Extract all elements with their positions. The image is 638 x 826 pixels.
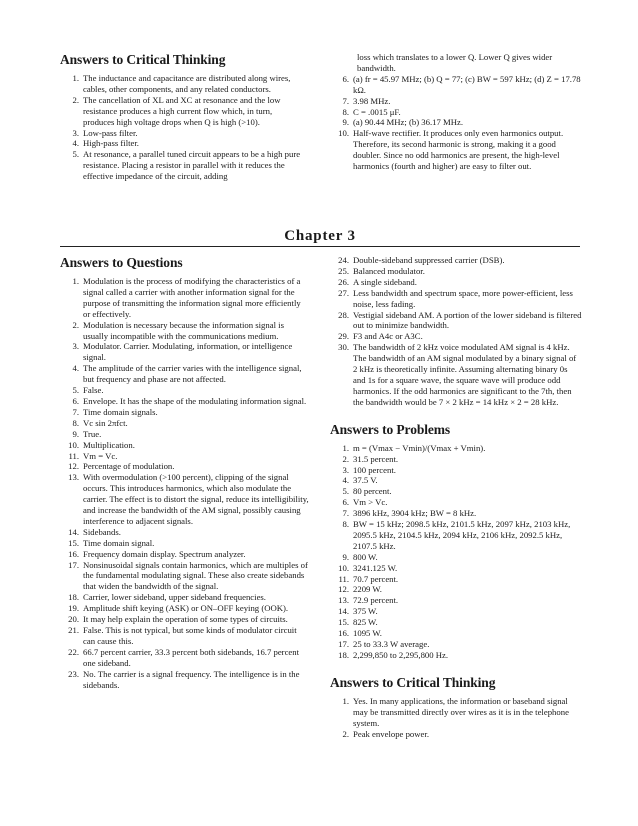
item-text: The amplitude of the carrier varies with the intelligence signal, but frequency and phase are not affected. — [83, 363, 302, 385]
list-item — [330, 310, 582, 332]
item-text: Multiplication. — [83, 439, 135, 450]
list-item — [330, 497, 582, 508]
item-number: 2. — [342, 453, 349, 464]
item-number: 6. — [72, 395, 79, 406]
item-number: 4. — [342, 475, 349, 486]
list-item — [330, 465, 582, 476]
list-item — [330, 255, 582, 266]
list-item — [330, 96, 582, 107]
list-item — [330, 288, 582, 310]
list-item — [60, 647, 310, 669]
list-item — [330, 117, 582, 128]
item-text: Half-wave rectifier. It produces only even harmonics output. Therefore, its second harmonic is strong, making it a good doubler. Since no odd harmonics are present, the high-level harmonics (fourth and higher) are easy to filter out. — [353, 128, 564, 172]
list-item — [60, 625, 310, 647]
item-number: 15. — [338, 617, 349, 628]
list-item — [330, 552, 582, 563]
item-number: 5. — [72, 149, 79, 160]
item-number: 14. — [68, 526, 79, 537]
section-title: Answers to Critical Thinking — [60, 52, 226, 67]
chapter-heading: Chapter 3 — [284, 228, 356, 244]
item-number: 12. — [68, 461, 79, 472]
item-number: 6. — [342, 73, 349, 84]
list-item — [330, 128, 582, 172]
list-item — [330, 729, 582, 740]
list-item — [60, 592, 310, 603]
item-number: 6. — [342, 497, 349, 508]
item-number: 25. — [338, 265, 349, 276]
list-item — [330, 628, 582, 639]
problems-list — [330, 443, 582, 661]
item-text: A single sideband. — [353, 276, 417, 287]
item-number: 16. — [338, 628, 349, 639]
list-item — [330, 519, 582, 552]
list-item — [60, 451, 310, 462]
item-text: (a) 90.44 MHz; (b) 36.17 MHz. — [353, 117, 464, 128]
item-number: 4. — [72, 138, 79, 149]
item-text: Nonsinusoidal signals contain harmonics, which are multiples of the fundamental modulating signal. These also create sidebands that widen the bandwidth of the signal. — [83, 559, 308, 592]
item-number: 1. — [342, 442, 349, 453]
list-item — [60, 73, 305, 95]
chapter-rule — [60, 246, 580, 247]
list-item — [330, 617, 582, 628]
item-text: F3 and A4c or A3C. — [353, 331, 423, 342]
item-number: 22. — [68, 646, 79, 657]
right-column — [330, 255, 582, 739]
list-item — [330, 277, 582, 288]
item-number: 16. — [68, 548, 79, 559]
list-item — [330, 574, 582, 585]
item-text: Envelope. It has the shape of the modulating information signal. — [83, 395, 307, 406]
item-number: 3. — [342, 464, 349, 475]
item-number: 12. — [338, 584, 349, 595]
item-text: High-pass filter. — [83, 138, 139, 149]
item-text: Double-sideband suppressed carrier (DSB). — [353, 255, 505, 265]
list-item — [60, 538, 310, 549]
item-number: 1. — [72, 276, 79, 286]
item-text: 825 W. — [353, 617, 378, 628]
item-number: 14. — [338, 606, 349, 617]
item-number: 10. — [338, 562, 349, 573]
list-item — [60, 440, 310, 451]
continued-text: loss which translates to a lower Q. Lower Q gives wider bandwidth. — [357, 52, 553, 73]
list-item — [330, 650, 582, 661]
item-text: 800 W. — [353, 551, 378, 562]
answer-list — [330, 74, 582, 172]
list-item — [60, 527, 310, 538]
item-text: 3241.125 W. — [353, 562, 398, 573]
item-text: Modulation is necessary because the information signal is usually incompatible with the communications medium. — [83, 319, 284, 341]
critical-thinking-list — [330, 696, 582, 740]
item-number: 7. — [72, 406, 79, 417]
list-item — [60, 138, 305, 149]
item-text: Modulation is the process of modifying the characteristics of a signal called a carrier with another information signal for the purpose of transmitting the information signal more efficiently or effectively. — [83, 276, 301, 319]
item-number: 17. — [68, 559, 79, 570]
questions-section — [60, 255, 310, 690]
item-text: Frequency domain display. Spectrum analyzer. — [83, 548, 246, 559]
list-item — [60, 429, 310, 440]
list-item — [330, 331, 582, 342]
item-text: BW = 15 kHz; 2098.5 kHz, 2101.5 kHz, 2097 kHz, 2103 kHz, 2095.5 kHz, 2104.5 kHz, 2094 kHz, 2106 kHz, 2092.5 kHz, 2107.5 kHz. — [353, 519, 571, 551]
item-text: 72.9 percent. — [353, 595, 399, 606]
item-number: 30. — [338, 342, 349, 353]
answer-list — [60, 276, 310, 690]
item-text: Low-pass filter. — [83, 127, 138, 138]
list-item — [60, 320, 310, 342]
list-item — [60, 549, 310, 560]
item-number: 28. — [338, 309, 349, 320]
list-item — [330, 696, 582, 729]
list-item — [60, 472, 310, 527]
item-text: Vestigial sideband AM. A portion of the lower sideband is filtered out to minimize bandwidth. — [353, 309, 582, 331]
item-number: 10. — [68, 439, 79, 450]
item-text: True. — [83, 428, 102, 439]
item-number: 2. — [342, 728, 349, 739]
item-number: 5. — [342, 486, 349, 497]
answer-list — [60, 73, 305, 182]
item-text: 66.7 percent carrier, 33.3 percent both sidebands, 16.7 percent one sideband. — [83, 646, 300, 668]
item-number: 8. — [72, 417, 79, 428]
item-number: 24. — [338, 255, 349, 265]
item-number: 8. — [342, 519, 349, 530]
item-text: Time domain signal. — [83, 537, 155, 548]
list-item — [330, 595, 582, 606]
list-item — [330, 639, 582, 650]
item-text: 3896 kHz, 3904 kHz; BW = 8 kHz. — [353, 508, 477, 519]
item-text: Time domain signals. — [83, 406, 158, 417]
item-number: 21. — [68, 625, 79, 635]
list-item — [60, 407, 310, 418]
item-text: False. — [83, 385, 104, 396]
item-text: The bandwidth of 2 kHz voice modulated AM signal is 4 kHz. The bandwidth of an AM signal modulated by a binary signal of 2 kHz is theoretically infinite. Assuming alternating binary 0s and 1s for a square wave, the square wave will produce odd harmonics. If the odd harmonics are significant to the 7th, then the bandwidth would be 7 × 2 kHz = 14 kHz × 2 = 28 kHz. — [353, 342, 577, 407]
item-number: 5. — [72, 385, 79, 396]
item-text: 37.5 V. — [353, 475, 378, 486]
item-text: Less bandwidth and spectrum space, more power-efficient, less noise, less fading. — [353, 287, 573, 309]
item-number: 7. — [342, 95, 349, 106]
item-number: 11. — [338, 573, 349, 584]
item-text: C = .0015 μF. — [353, 106, 401, 117]
item-number: 17. — [338, 639, 349, 649]
item-text: 31.5 percent. — [353, 453, 399, 464]
list-item — [60, 614, 310, 625]
item-text: 80 percent. — [353, 486, 392, 497]
item-text: The cancellation of XL and XC at resonance and the low resistance produces a high current flow which, in turn, produces high voltage drops when Q is high (>10). — [83, 94, 281, 127]
list-item — [330, 475, 582, 486]
list-item — [60, 341, 310, 363]
item-text: 2209 W. — [353, 584, 382, 595]
item-text: Vc sin 2πfct. — [83, 417, 128, 428]
list-item — [330, 454, 582, 465]
item-text: Balanced modulator. — [353, 265, 425, 276]
item-text: (a) fr = 45.97 MHz; (b) Q = 77; (c) BW = 597 kHz; (d) Z = 17.78 kΩ. — [353, 73, 581, 95]
item-text: No. The carrier is a signal frequency. The intelligence is in the sidebands. — [83, 668, 300, 690]
list-item — [330, 584, 582, 595]
item-number: 15. — [68, 537, 79, 548]
list-item — [60, 95, 305, 128]
item-number: 29. — [338, 331, 349, 342]
critical-thinking-section-top — [60, 52, 305, 182]
item-text: Sidebands. — [83, 526, 121, 537]
item-number: 26. — [338, 276, 349, 287]
item-number: 11. — [68, 450, 79, 461]
item-text: Vm > Vc. — [353, 497, 388, 508]
item-number: 8. — [342, 106, 349, 117]
item-text: Percentage of modulation. — [83, 461, 175, 472]
list-item — [60, 418, 310, 429]
item-number: 1. — [342, 695, 349, 706]
item-text: 3.98 MHz. — [353, 95, 391, 106]
item-text: 1095 W. — [353, 628, 382, 639]
item-number: 1. — [72, 73, 79, 83]
list-item — [330, 508, 582, 519]
item-text: Vm = Vc. — [83, 450, 118, 461]
item-text: Modulator. Carrier. Modulating, information, or intelligence signal. — [83, 341, 293, 363]
list-item — [60, 669, 310, 691]
list-item — [60, 385, 310, 396]
list-item — [330, 74, 582, 96]
critical-thinking-continued — [330, 52, 582, 172]
item-number: 10. — [338, 128, 349, 139]
item-number: 9. — [342, 551, 349, 562]
list-item — [330, 606, 582, 617]
list-item — [60, 560, 310, 593]
item-number: 20. — [68, 614, 79, 625]
item-number: 18. — [338, 649, 349, 660]
item-number: 18. — [68, 592, 79, 603]
item-text: Amplitude shift keying (ASK) or ON–OFF keying (OOK). — [83, 603, 289, 614]
list-item — [330, 266, 582, 277]
item-text: m = (Vmax − Vmin)/(Vmax + Vmin). — [353, 442, 486, 453]
list-item — [330, 443, 582, 454]
item-number: 27. — [338, 287, 349, 298]
item-text: False. This is not typical, but some kinds of modulator circuit can cause this. — [83, 625, 297, 646]
item-text: It may help explain the operation of some types of circuits. — [83, 614, 288, 625]
item-number: 13. — [338, 595, 349, 606]
item-number: 3. — [72, 127, 79, 138]
item-text: 375 W. — [353, 606, 378, 617]
list-item — [60, 461, 310, 472]
item-text: Carrier, lower sideband, upper sideband frequencies. — [83, 592, 266, 603]
item-text: Peak envelope power. — [353, 728, 429, 739]
list-item — [60, 128, 305, 139]
list-item — [60, 149, 305, 182]
item-text: 2,299,850 to 2,295,800 Hz. — [353, 649, 449, 660]
list-item — [60, 363, 310, 385]
item-number: 9. — [72, 428, 79, 439]
item-text: 100 percent. — [353, 464, 396, 475]
answer-list-continued — [330, 255, 582, 408]
item-text: The inductance and capacitance are distributed along wires, cables, other components, and any related conductors. — [83, 73, 291, 94]
item-number: 3. — [72, 341, 79, 352]
section-title: Answers to Questions — [60, 255, 183, 270]
item-number: 2. — [72, 94, 79, 105]
item-text: Yes. In many applications, the information or baseband signal may be transmitted directly over wires as it is in the telephone system. — [353, 695, 569, 728]
item-text: At resonance, a parallel tuned circuit appears to be a high pure resistance. Placing a resistor in parallel with it reduces the effective impedance of the circuit, adding — [83, 149, 301, 182]
list-item — [330, 563, 582, 574]
list-item — [60, 603, 310, 614]
list-item — [330, 342, 582, 407]
item-number: 4. — [72, 363, 79, 374]
section-title: Answers to Problems — [330, 421, 451, 437]
item-text: 70.7 percent. — [353, 573, 399, 584]
list-item — [60, 396, 310, 407]
item-number: 19. — [68, 603, 79, 614]
item-number: 9. — [342, 117, 349, 128]
item-number: 23. — [68, 668, 79, 679]
item-number: 13. — [68, 472, 79, 483]
list-item — [330, 107, 582, 118]
item-text: With overmodulation (>100 percent), clipping of the signal occurs. This introduces harmonics, which also modulate the carrier. The effect is to distort the signal, reduce its intelligibility, and increase the bandwidth of the AM signal, possibly causing interference to adjacent signals. — [83, 472, 309, 526]
item-number: 7. — [342, 508, 349, 519]
section-title: Answers to Critical Thinking — [330, 674, 496, 690]
list-item — [330, 486, 582, 497]
item-number: 2. — [72, 319, 79, 330]
item-text: 25 to 33.3 W average. — [353, 639, 430, 649]
list-item — [60, 276, 310, 320]
